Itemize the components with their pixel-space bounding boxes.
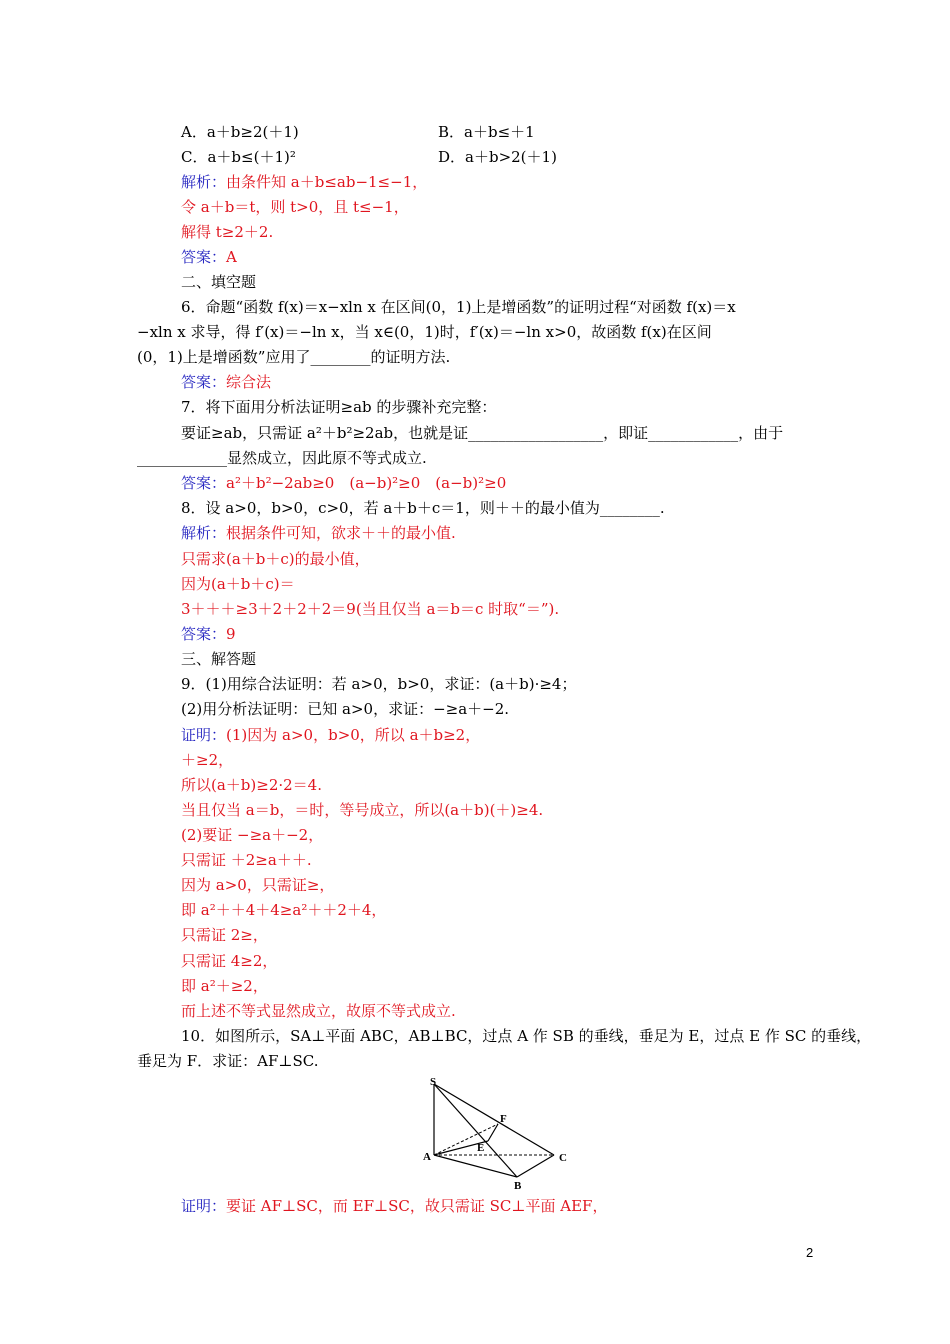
pyramid-figure (420, 1074, 580, 1196)
section-heading-fill-in: 二、填空题 (181, 273, 257, 291)
q5-analysis-line-3: 解得 t≥2＋2. (181, 223, 274, 241)
answer-label: 答案： (181, 248, 227, 266)
edge-sb (434, 1084, 517, 1177)
answer-label: 答案： (181, 474, 227, 492)
edge-ab (434, 1155, 517, 1177)
q9-line-1: 9．(1)用综合法证明：若 a>0，b>0，求证：(a＋b)·≥4； (181, 675, 577, 693)
q9-proof-text-1: (1)因为 a>0，b>0，所以 a＋b≥2， (226, 726, 481, 744)
q6-answer-value: 综合法 (226, 373, 272, 391)
q7-answer (181, 473, 506, 493)
label-a: A (423, 1151, 431, 1163)
label-e: E (477, 1142, 485, 1154)
q5-answer (181, 247, 237, 267)
label-b: B (514, 1180, 522, 1192)
answer-label: 答案： (181, 625, 227, 643)
q8-answer-value: 9 (226, 625, 236, 643)
analysis-label: 解析： (181, 173, 227, 191)
q9-proof-line-6: 只需证 ＋2≥a＋＋. (181, 851, 312, 869)
q6-line-1: 6．命题“函数 f(x)＝x−xln x 在区间(0，1)上是增函数”的证明过程“对函数 f(x)＝x (181, 298, 736, 316)
q9-proof-line-9: 只需证 2≥， (181, 926, 268, 944)
q9-proof-line-5: (2)要证 −≥a＋−2， (181, 826, 324, 844)
q6-answer (181, 372, 271, 392)
q9-proof-line-7: 因为 a>0，只需证≥， (181, 876, 335, 894)
q7-answer-value: a²＋b²−2ab≥0 (a−b)²≥0 (a−b)²≥0 (226, 474, 507, 492)
proof-label: 证明： (181, 726, 227, 744)
q9-proof-line-3: 所以(a＋b)≥2·2＝4. (181, 776, 322, 794)
q9-proof-line-8: 即 a²＋＋4＋4≥a²＋＋2＋4， (181, 901, 387, 919)
q9-proof-line-10: 只需证 4≥2， (181, 952, 278, 970)
q5-analysis-line-1 (181, 172, 427, 192)
label-f: F (500, 1113, 507, 1125)
q10-line-2: 垂足为 F．求证：AF⊥SC. (137, 1052, 319, 1070)
q9-proof-line-4: 当且仅当 a＝b，＝时，等号成立，所以(a＋b)(＋)≥4. (181, 801, 544, 819)
edge-bc (517, 1155, 554, 1177)
q8-line-1: 8．设 a>0，b>0，c>0，若 a＋b＋c＝1，则＋＋的最小值为________. (181, 499, 665, 517)
option-c: C．a＋b≤(＋1)² (181, 148, 296, 166)
q10-proof-text-1: 要证 AF⊥SC，而 EF⊥SC，故只需证 SC⊥平面 AEF， (226, 1197, 608, 1215)
q8-analysis-line-2: 只需求(a＋b＋c)的最小值， (181, 550, 370, 568)
option-b: B．a＋b≤＋1 (438, 123, 535, 141)
label-s: S (430, 1076, 437, 1088)
q7-line-1: 7．将下面用分析法证明≥ab 的步骤补充完整： (181, 398, 497, 416)
q7-line-2: 要证≥ab，只需证 a²＋b²≥2ab，也就是证__________________，即证____________，由于 (181, 424, 784, 442)
q5-analysis-line-2: 令 a＋b＝t，则 t>0，且 t≤−1， (181, 198, 409, 216)
analysis-label: 解析： (181, 524, 227, 542)
section-heading-solve: 三、解答题 (181, 650, 257, 668)
q6-line-3: (0，1)上是增函数”应用了________的证明方法. (137, 348, 451, 366)
option-d: D．a＋b>2(＋1) (438, 148, 557, 166)
q10-proof-line-1 (181, 1196, 607, 1216)
q7-line-3: ____________显然成立，因此原不等式成立. (137, 449, 427, 467)
q5-answer-value: A (226, 248, 237, 266)
q9-line-2: (2)用分析法证明：已知 a>0，求证：−≥a＋−2. (181, 700, 510, 718)
q5-analysis-text-1: 由条件知 a＋b≤ab−1≤−1， (226, 173, 428, 191)
edge-sc (434, 1084, 554, 1155)
q9-proof-line-2: ＋≥2， (181, 751, 234, 769)
q8-analysis-text-1: 根据条件可知，欲求＋＋的最小值. (226, 524, 456, 542)
q6-line-2: −xln x 求导，得 f′(x)＝−ln x，当 x∈(0，1)时，f′(x)＝−ln x>0，故函数 f(x)在区间 (137, 323, 712, 341)
answer-label: 答案： (181, 373, 227, 391)
page-number: 2 (806, 1245, 814, 1260)
label-c: C (559, 1152, 567, 1164)
q9-proof-line-11: 即 a²＋≥2， (181, 977, 268, 995)
q9-proof-line-12: 而上述不等式显然成立，故原不等式成立. (181, 1002, 456, 1020)
q10-line-1: 10．如图所示，SA⊥平面 ABC，AB⊥BC，过点 A 作 SB 的垂线，垂足为 E，过点 E 作 SC 的垂线， (181, 1027, 872, 1045)
q8-answer (181, 624, 236, 644)
q9-proof-line-1 (181, 725, 480, 745)
option-a: A．a＋b≥2(＋1) (181, 123, 299, 141)
q8-analysis-line-4: 3＋＋＋≥3＋2＋2＋2＝9(当且仅当 a＝b＝c 时取“＝”). (181, 600, 560, 618)
q8-analysis-line-1 (181, 523, 456, 543)
proof-label: 证明： (181, 1197, 227, 1215)
q8-analysis-line-3: 因为(a＋b＋c)＝ (181, 575, 295, 593)
